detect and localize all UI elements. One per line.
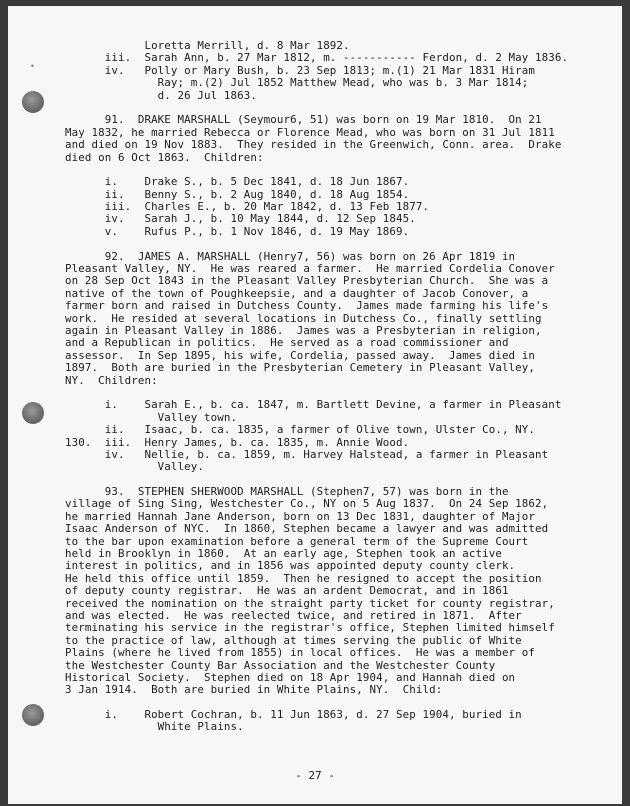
text-line: May 1832, he married Rebecca or Florence Mead, who was born on 31 Jul 1811 [65,125,555,139]
text-line: on 28 Sep Oct 1843 in the Pleasant Valley Presbyterian Church. She was a [65,274,549,288]
document-page [8,6,622,804]
text-line: again in Pleasant Valley in 1886. James was a Presbyterian in religion, [65,323,542,337]
text-line: and a Republican in politics. He served as a road commissioner and [65,336,509,350]
text-line: NY. Children: [65,373,158,387]
text-line: 130. iii. Henry James, b. ca. 1835, m. Annie Wood. [65,435,410,449]
text-line: assessor. In Sep 1895, his wife, Cordelia, passed away. James died in [65,348,536,362]
text-line: d. 26 Jul 1863. [65,88,257,102]
text-line: Plains (where he lived from 1855) in local offices. He was a member of [65,646,536,660]
text-line: 93. STEPHEN SHERWOOD MARSHALL (Stephen7, 57) was born in the [65,485,509,499]
text-line: Valley. [65,460,205,474]
text-line: 1897. Both are buried in the Presbyterian Cemetery in Pleasant Valley, [65,361,536,375]
text-line: iv. Polly or Mary Bush, b. 23 Sep 1813; m.(1) 21 Mar 1831 Hiram [65,63,536,77]
text-line: iii. Charles E., b. 20 Mar 1842, d. 13 Feb 1877. [65,200,430,214]
margin-speck: • [30,62,35,71]
text-line: White Plains. [65,720,244,734]
text-line: Pleasant Valley, NY. He was reared a farmer. He married Cordelia Conover [65,262,555,276]
text-line: i. Sarah E., b. ca. 1847, m. Bartlett Devine, a farmer in Pleasant [65,398,562,412]
genealogy-text-body [65,40,620,734]
binder-hole-bottom [22,704,44,726]
text-line: terminating his service in the registrar's office, Stephen limited himself [65,621,555,635]
text-line: and died on 19 Nov 1883. They resided in the Greenwich, Conn. area. Drake [65,138,562,152]
text-line: of deputy county registrar. He was an ardent Democrat, and in 1861 [65,584,509,598]
text-line: the Westchester County Bar Association and the Westchester County [65,658,496,672]
text-line: to the bar upon examination before a general term of the Supreme Court [65,534,529,548]
text-line: i. Drake S., b. 5 Dec 1841, d. 18 Jun 1867. [65,175,410,189]
text-line: held in Brooklyn in 1860. At an early age, Stephen took an active [65,547,502,561]
text-line: farmer born and raised in Dutchess County. James made farming his life's [65,299,549,313]
page-number: - 27 - [295,769,335,782]
text-line: 3 Jan 1914. Both are buried in White Plains, NY. Child: [65,683,443,697]
text-line: He held this office until 1859. Then he resigned to accept the position [65,571,542,585]
text-line: to the practice of law, although at times serving the public of White [65,633,522,647]
text-line: native of the town of Poughkeepsie, and a daughter of Jacob Conover, a [65,286,529,300]
text-line: iv. Sarah J., b. 10 May 1844, d. 12 Sep 1845. [65,212,416,226]
text-line: Ray; m.(2) Jul 1852 Matthew Mead, who was b. 3 Mar 1814; [65,76,529,90]
text-line: he married Hannah Jane Anderson, born on 13 Dec 1831, daughter of Major [65,509,536,523]
text-line: ii. Benny S., b. 2 Aug 1840, d. 18 Aug 1854. [65,187,410,201]
text-line: i. Robert Cochran, b. 11 Jun 1863, d. 27 Sep 1904, buried in [65,708,522,722]
text-line: died on 6 Oct 1863. Children: [65,150,264,164]
binder-hole-middle [22,402,44,424]
text-line: Isaac Anderson of NYC. In 1860, Stephen became a lawyer and was admitted [65,522,549,536]
text-line: and was elected. He was reelected twice, and retired in 1871. After [65,608,522,622]
text-line: 91. DRAKE MARSHALL (Seymour6, 51) was born on 19 Mar 1810. On 21 [65,113,542,127]
text-line: iv. Nellie, b. ca. 1859, m. Harvey Halstead, a farmer in Pleasant [65,447,549,461]
text-line: Historical Society. Stephen died on 18 Apr 1904, and Hannah died on [65,670,516,684]
binder-hole-top [22,91,44,113]
text-line: Loretta Merrill, d. 8 Mar 1892. [65,39,350,52]
text-line: ii. Isaac, b. ca. 1835, a farmer of Olive town, Ulster Co., NY. [65,423,536,437]
text-line: interest in politics, and in 1856 was appointed deputy county clerk. [65,559,516,573]
text-line: received the nomination on the straight party ticket for county registrar, [65,596,555,610]
text-line: v. Rufus P., b. 1 Nov 1846, d. 19 May 1869. [65,224,410,238]
text-line: Valley town. [65,410,238,424]
blank-line [65,238,620,250]
text-line: iii. Sarah Ann, b. 27 Mar 1812, m. ----------- Ferdon, d. 2 May 1836. [65,51,569,65]
text-line: village of Sing Sing, Westchester Co., NY on 5 Aug 1837. On 24 Sep 1862, [65,497,549,511]
text-line: 92. JAMES A. MARSHALL (Henry7, 56) was born on 26 Apr 1819 in [65,249,516,263]
text-line: work. He resided at several locations in Dutchess Co., finally settling [65,311,542,325]
